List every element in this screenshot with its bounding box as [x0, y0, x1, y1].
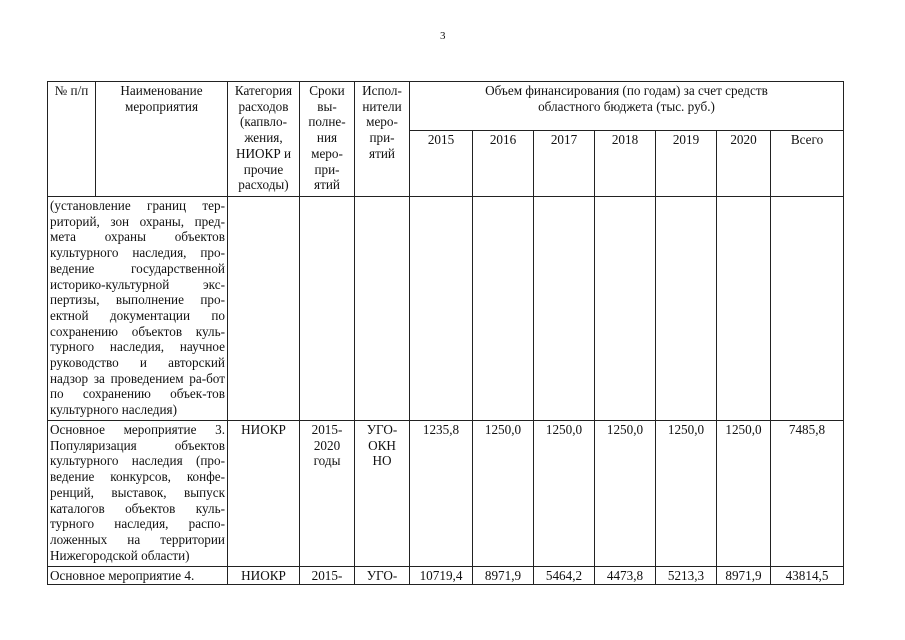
financing-table: [47, 81, 844, 585]
header-year-2016: 2016: [473, 131, 534, 197]
page-number: 3: [440, 30, 446, 42]
row-terms: 2015-: [300, 567, 355, 585]
header-year-2018: 2018: [595, 131, 656, 197]
row-value-2018: [595, 197, 656, 421]
header-num-cont: [48, 131, 96, 197]
row-category: НИОКР: [228, 567, 300, 585]
row-value-2018: 1250,0: [595, 421, 656, 567]
row-value-2015: 10719,4: [410, 567, 473, 585]
table-row: [48, 197, 844, 421]
row-value-2016: 1250,0: [473, 421, 534, 567]
row-name: Основное мероприятие 3. Популяризация объектов культурного наследия (про-ведение конкурсов, конфе-ренций, выставок, выпуск каталогов объектов куль-турного наследия, распо-ложенных на территории Нижегородской области): [48, 421, 228, 567]
row-value-2016: 8971,9: [473, 567, 534, 585]
row-value-2017: 1250,0: [534, 421, 595, 567]
row-executor: УГО-: [355, 567, 410, 585]
row-value-2017: [534, 197, 595, 421]
row-terms: 2015-2020 годы: [300, 421, 355, 567]
header-row-1: [48, 82, 844, 131]
row-value-2016: [473, 197, 534, 421]
header-name-cont: [96, 131, 228, 197]
row-value-total: 7485,8: [771, 421, 844, 567]
header-num: № п/п: [48, 82, 96, 131]
row-value-2015: [410, 197, 473, 421]
row-value-2018: 4473,8: [595, 567, 656, 585]
row-value-2019: 5213,3: [656, 567, 717, 585]
table-row: [48, 567, 844, 585]
row-value-2020: 8971,9: [717, 567, 771, 585]
row-value-total: [771, 197, 844, 421]
header-total: Всего: [771, 131, 844, 197]
row-executor: УГО-ОКН НО: [355, 421, 410, 567]
row-value-2020: [717, 197, 771, 421]
row-value-2015: 1235,8: [410, 421, 473, 567]
header-year-2019: 2019: [656, 131, 717, 197]
table-row: [48, 421, 844, 567]
row-value-2020: 1250,0: [717, 421, 771, 567]
row-value-2017: 5464,2: [534, 567, 595, 585]
header-year-2015: 2015: [410, 131, 473, 197]
header-year-2017: 2017: [534, 131, 595, 197]
header-name: Наименование мероприятия: [96, 82, 228, 131]
row-value-2019: 1250,0: [656, 421, 717, 567]
row-name: Основное мероприятие 4.: [48, 567, 228, 585]
row-name: (установление границ тер-риторий, зон охраны, пред-мета охраны объектов культурного наследия, про-ведение государственной историко-культурной экс-пертизы, выполнение про-ектной документации по сохранению объектов куль-турного наследия, научное руководство и авторский надзор за проведением ра-бот по сохранению объек-тов культурного наследия): [48, 197, 228, 421]
row-terms: [300, 197, 355, 421]
header-terms: Сроки вы-полне-ния меро-при-ятий: [300, 82, 355, 197]
row-category: НИОКР: [228, 421, 300, 567]
header-year-2020: 2020: [717, 131, 771, 197]
row-executor: [355, 197, 410, 421]
row-value-total: 43814,5: [771, 567, 844, 585]
header-category: Категория расходов (капвло-жения, НИОКР и прочие расходы): [228, 82, 300, 197]
row-value-2019: [656, 197, 717, 421]
row-category: [228, 197, 300, 421]
header-financing: Объем финансирования (по годам) за счет средств областного бюджета (тыс. руб.): [410, 82, 844, 131]
header-row-2: [48, 131, 844, 197]
header-executors: Испол-нители меро-при-ятий: [355, 82, 410, 197]
